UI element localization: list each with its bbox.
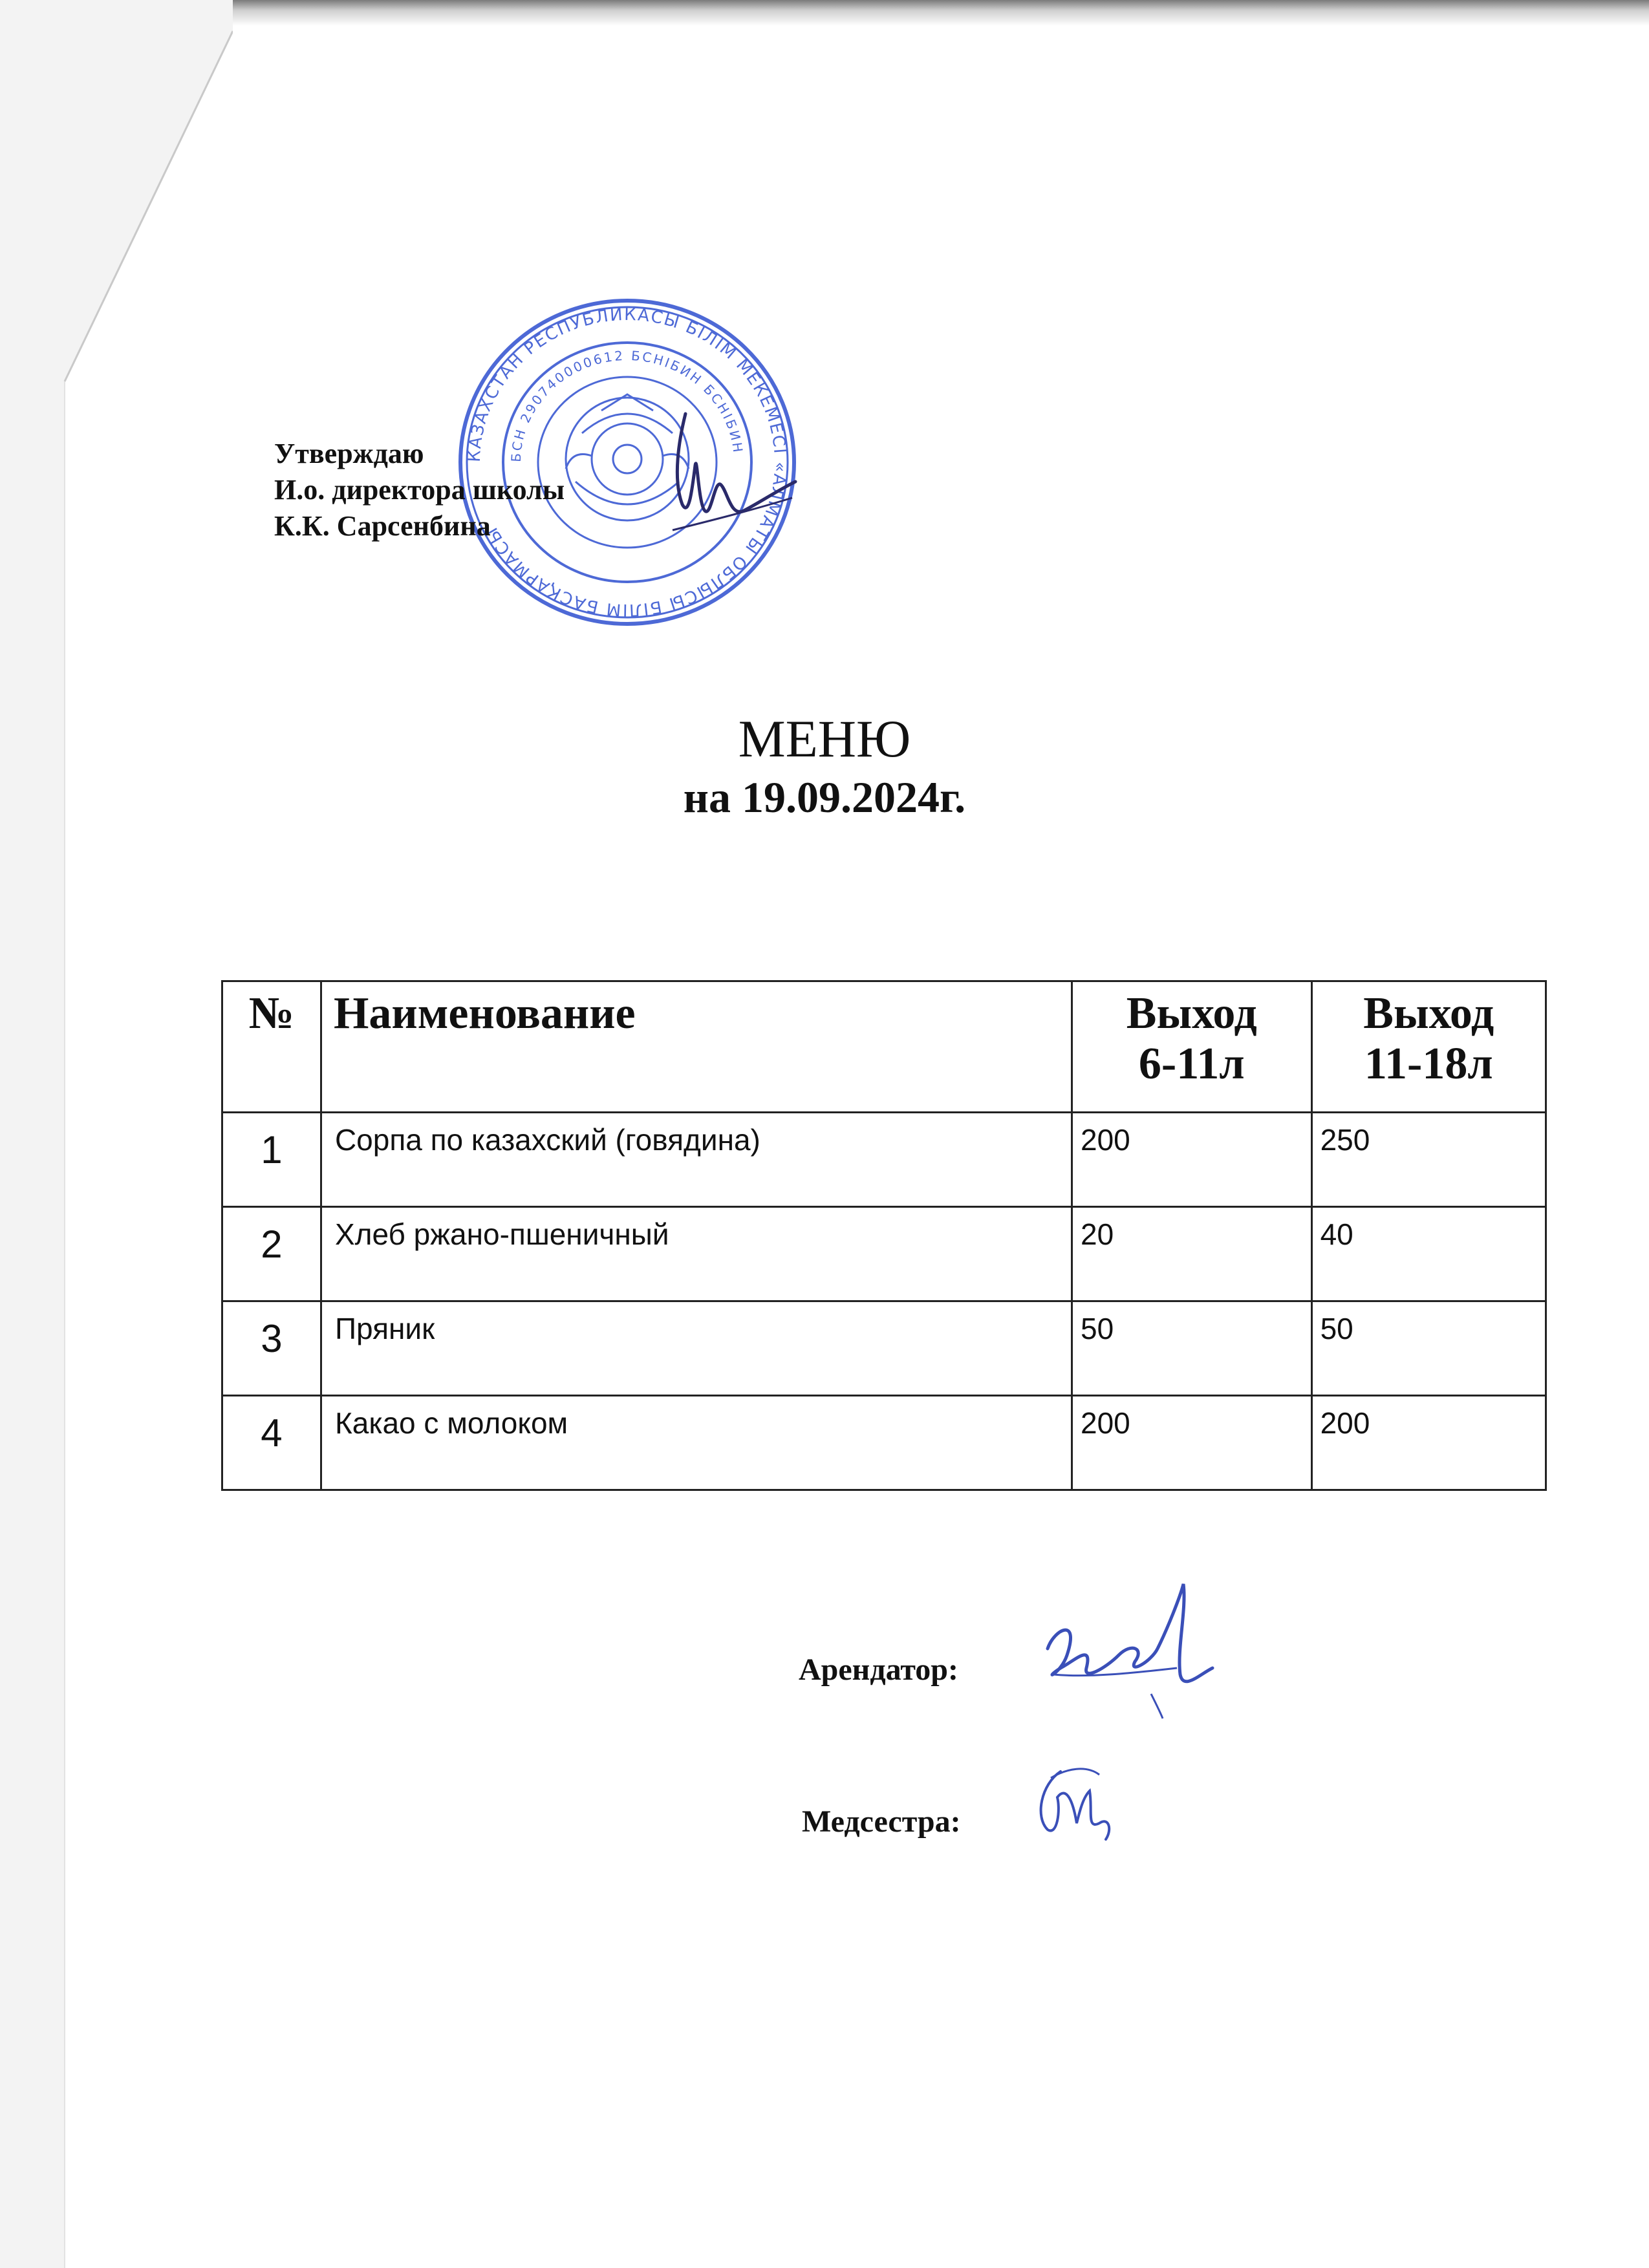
output-6-11: 20	[1072, 1207, 1312, 1301]
column-header-name: Наименование	[321, 981, 1072, 1113]
output-6-11: 200	[1072, 1396, 1312, 1490]
column-header-output-11-18	[1311, 981, 1546, 1113]
stamp-inner-text: БСН 290740000612 БСНІБИН БСНІБИН	[508, 347, 746, 463]
table-row	[222, 1396, 1546, 1490]
column-header-number: №	[222, 981, 321, 1113]
output-11-18: 250	[1311, 1113, 1546, 1207]
page-title: МЕНЮ	[738, 709, 911, 768]
menu-heading	[0, 708, 1649, 824]
row-number: 3	[222, 1301, 321, 1396]
row-number: 1	[222, 1113, 321, 1207]
approval-line-name: К.К. Сарсенбина	[274, 510, 491, 542]
column-header-output-label: Выход	[1363, 989, 1494, 1038]
scan-folded-corner	[0, 0, 233, 2268]
output-11-18: 40	[1311, 1207, 1546, 1301]
table-header-row	[222, 981, 1546, 1113]
column-header-output-6-11	[1072, 981, 1312, 1113]
dish-name: Какао с молоком	[321, 1396, 1072, 1490]
director-signature	[634, 401, 802, 550]
arendator-label: Арендатор:	[799, 1653, 958, 1687]
dish-name: Сорпа по казахский (говядина)	[321, 1113, 1072, 1207]
approval-block	[274, 436, 565, 544]
medsestra-signature	[1022, 1759, 1119, 1843]
table-row	[222, 1113, 1546, 1207]
output-6-11: 200	[1072, 1113, 1312, 1207]
table-row	[222, 1301, 1546, 1396]
approval-line-position: И.о. директора школы	[274, 474, 565, 506]
output-6-11: 50	[1072, 1301, 1312, 1396]
output-11-18: 50	[1311, 1301, 1546, 1396]
approval-line-approve: Утверждаю	[274, 438, 424, 469]
row-number: 4	[222, 1396, 321, 1490]
row-number: 2	[222, 1207, 321, 1301]
column-header-output-age: 11-18л	[1364, 1039, 1493, 1089]
table-row	[222, 1207, 1546, 1301]
medsestra-label: Медсестра:	[802, 1804, 961, 1839]
column-header-output-label: Выход	[1126, 989, 1257, 1038]
menu-table	[221, 980, 1547, 1491]
arendator-signature	[1022, 1571, 1216, 1720]
stamp-outer-text: КАЗАХСТАН РЕСПУБЛИКАСЫ БІЛІМ МЕКЕМЕСІ «АЛМАТЫ ОБЛЫСЫ БІЛІМ БАСҚАРМАСЫ	[464, 305, 790, 620]
scan-top-edge	[0, 0, 1649, 26]
column-header-output-age: 6-11л	[1138, 1039, 1245, 1089]
output-11-18: 200	[1311, 1396, 1546, 1490]
dish-name: Пряник	[321, 1301, 1072, 1396]
dish-name: Хлеб ржано-пшеничный	[321, 1207, 1072, 1301]
menu-date: на 19.09.2024г.	[683, 773, 966, 822]
